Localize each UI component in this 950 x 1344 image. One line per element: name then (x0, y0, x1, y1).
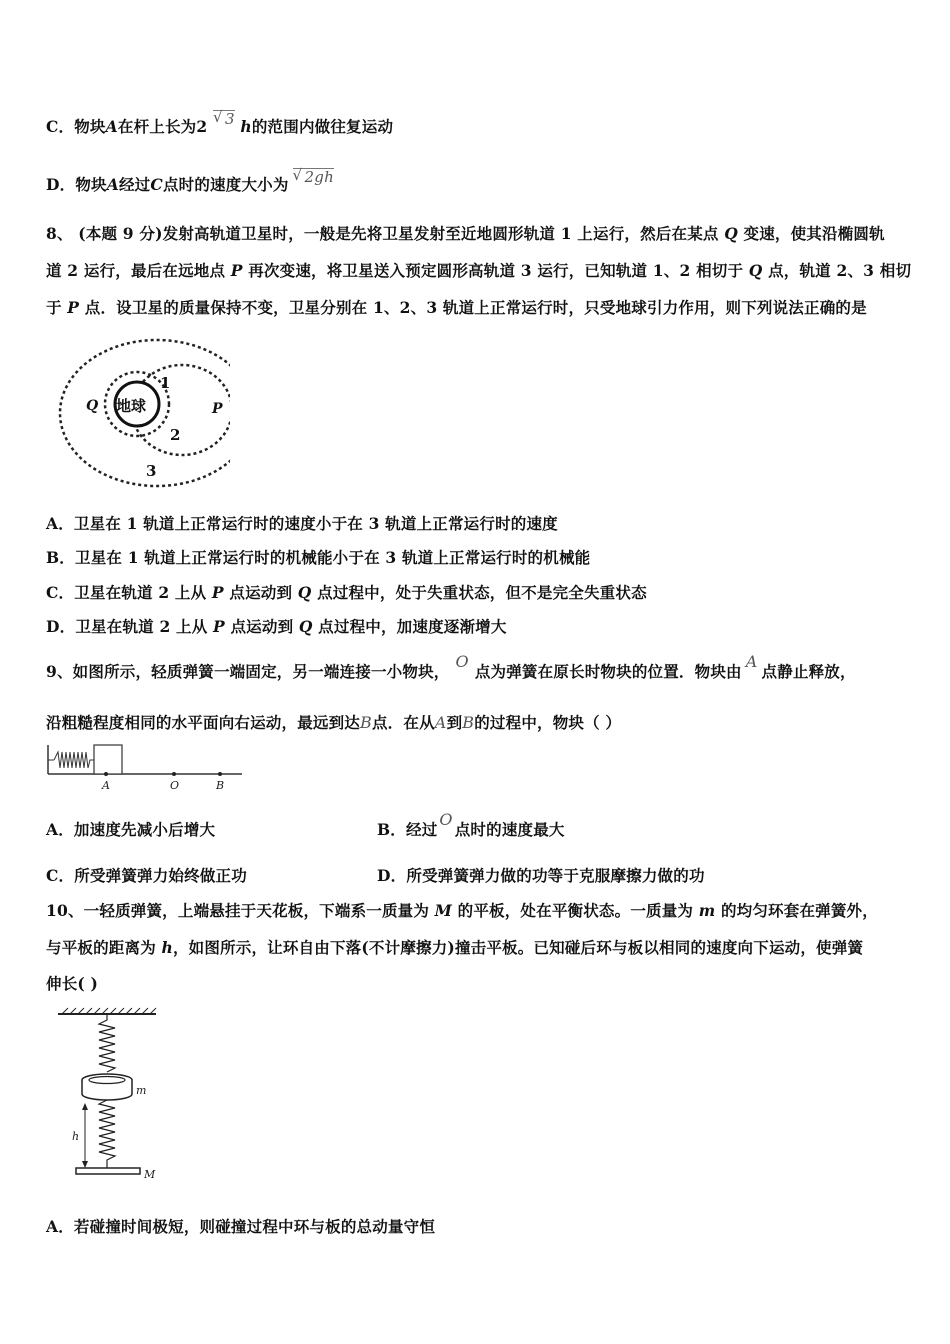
text: D．物块 (46, 175, 107, 194)
q-label: Q (86, 398, 99, 414)
q10-option-a[interactable]: A．若碰撞时间极短，则碰撞过程中环与板的总动量守恒 (46, 1217, 436, 1236)
label-M: M (144, 1168, 156, 1181)
text: 点．设卫星的质量保持不变，卫星分别在 1、2、3 轨道上正常运行时，只受地球引力作用，则下列说法正确的是 (79, 298, 867, 317)
q9-option-b[interactable] (377, 810, 565, 840)
text: 点运动到 (224, 617, 299, 636)
sqrt-expression: √ 3 (213, 110, 235, 127)
math-var: O (439, 810, 453, 829)
q9-option-a[interactable]: A．加速度先减小后增大 (46, 820, 216, 839)
text: 点运动到 (223, 583, 298, 602)
var: P (211, 583, 224, 602)
text: 点时的速度最大 (454, 820, 565, 839)
q7-option-d[interactable] (46, 168, 334, 195)
q10-stem-line1 (46, 899, 878, 921)
block (94, 745, 122, 774)
math-var: A (745, 652, 758, 671)
var: A (106, 175, 119, 194)
text: 点静止释放， (761, 662, 856, 681)
var: C (150, 175, 163, 194)
q8-stem-line2 (46, 259, 911, 281)
q9-stem-line1 (46, 652, 856, 682)
math-var: O (455, 652, 469, 671)
text: 变速，使其沿椭圆轨 (737, 224, 885, 243)
var: A (105, 117, 118, 136)
label-b: B (216, 779, 225, 792)
orbit1-label: 1 (160, 374, 171, 392)
q7-option-c[interactable] (46, 110, 394, 137)
text: 点时的速度大小为 (162, 175, 289, 194)
text: 点为弹簧在原长时物块的位置．物块由 (474, 662, 742, 681)
text: 沿粗糙程度相同的水平面向右运动，最远到达 (46, 713, 361, 732)
spring (54, 752, 94, 768)
q8-option-d[interactable] (46, 615, 507, 637)
text: 于 (46, 298, 68, 317)
text: 到 (446, 713, 463, 732)
text: 10、一轻质弹簧，上端悬挂于天花板，下端系一质量为 (46, 901, 435, 920)
hanging-spring-diagram (52, 1006, 162, 1184)
earth-label: 地球 (116, 397, 147, 415)
spring-block-diagram (46, 742, 246, 794)
var: Q (297, 583, 312, 602)
q8-option-b[interactable]: B．卫星在 1 轨道上正常运行时的机械能小于在 3 轨道上正常运行时的机械能 (46, 548, 591, 567)
p-label: P (212, 401, 223, 417)
text: 再次变速，将卫星送入预定圆形高轨道 3 运行，已知轨道 1、2 相切于 (242, 261, 749, 280)
text: 9、如图所示，轻质弹簧一端固定，另一端连接一小物块， (46, 662, 450, 681)
math-var: B (462, 713, 475, 732)
text: 的过程中，物块（ ） (474, 713, 622, 732)
text: ，如图所示，让环自由下落(不计摩擦力)撞击平板。已知碰后环与板以相同的速度向下运动，使弹簧 (172, 938, 864, 957)
label-o: O (170, 779, 180, 792)
var: P (67, 298, 80, 317)
q9-stem-line2 (46, 711, 621, 733)
text: 点，轨道 2、3 相切 (762, 261, 912, 280)
upper-spring (99, 1014, 115, 1072)
q8-option-a[interactable]: A．卫星在 1 轨道上正常运行时的速度小于在 3 轨道上正常运行时的速度 (46, 514, 558, 533)
text: 8、 (本题 9 分)发射高轨道卫星时，一般是先将卫星发射至近地圆形轨道 1 上运行，然后在某点 (46, 224, 725, 243)
text: 点过程中，处于失重状态，但不是完全失重状态 (311, 583, 647, 602)
orbit2-label: 2 (170, 426, 181, 444)
var: Q (748, 261, 763, 280)
text: 与平板的距离为 (46, 938, 162, 957)
number: 2 (196, 117, 208, 136)
var: Q (724, 224, 738, 243)
var: h (240, 117, 252, 136)
text: 的范围内做往复运动 (251, 117, 394, 136)
sqrt-expression: √ 2gh (293, 168, 334, 185)
text: C．卫星在轨道 2 上从 (46, 583, 212, 602)
text: 点过程中，加速度逐渐增大 (312, 617, 507, 636)
orbit-diagram (50, 338, 230, 490)
text: C．物块 (46, 117, 106, 136)
var: h (161, 938, 173, 957)
q10-stem-line2 (46, 936, 863, 958)
var: P (230, 261, 243, 280)
lower-spring (99, 1100, 115, 1168)
q8-option-c[interactable] (46, 581, 647, 603)
text: 道 2 运行，最后在远地点 (46, 261, 231, 280)
q8-stem-line1 (46, 222, 885, 244)
text: 的均匀环套在弹簧外， (715, 901, 878, 920)
q8-stem-line3 (46, 296, 867, 318)
label-h: h (72, 1130, 80, 1143)
text: D．卫星在轨道 2 上从 (46, 617, 214, 636)
var: m (698, 901, 716, 920)
text: 在杆上长为 (117, 117, 197, 136)
text: B．经过 (377, 820, 438, 839)
q10-stem-line3: 伸长( ) (46, 974, 99, 993)
orbit3-label: 3 (146, 462, 157, 480)
math-var: B (360, 713, 372, 732)
q9-option-d[interactable]: D．所受弹簧弹力做的功等于克服摩擦力做的功 (377, 866, 705, 885)
label-m-small: m (136, 1084, 147, 1097)
q9-option-c[interactable]: C．所受弹簧弹力始终做正功 (46, 866, 247, 885)
var: Q (298, 617, 313, 636)
text: 的平板，处在平衡状态。一质量为 (452, 901, 699, 920)
text: 点．在从 (371, 713, 435, 732)
var: P (213, 617, 225, 636)
math-var: A (434, 713, 447, 732)
text: 经过 (118, 175, 151, 194)
label-a: A (102, 779, 110, 792)
var: M (434, 901, 453, 920)
plate (76, 1168, 140, 1174)
